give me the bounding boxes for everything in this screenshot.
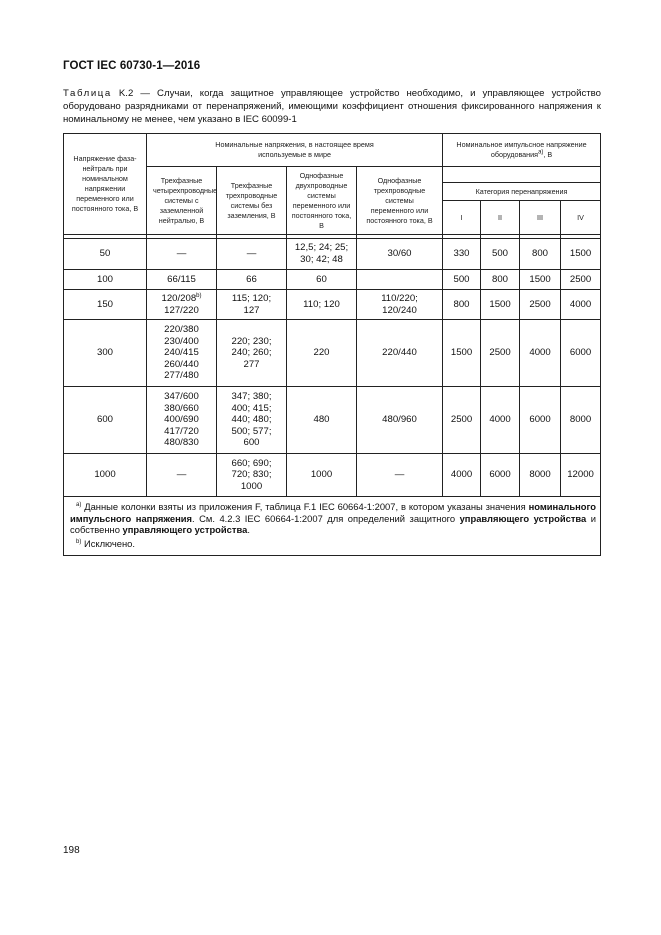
cell-cat-4: 1500 xyxy=(561,239,601,270)
header-category-3: III xyxy=(520,201,561,235)
cell-cat-2: 4000 xyxy=(481,387,520,454)
cell-cat-1: 800 xyxy=(443,290,481,320)
footnote-a-mark: a) xyxy=(76,501,82,508)
cell-three-phase-three-wire: 220; 230; 240; 260; 277 xyxy=(217,320,287,387)
cell-three-phase-four-wire: 220/380 230/400 240/415 260/440 277/480 xyxy=(147,320,217,387)
cell-voltage: 50 xyxy=(64,239,147,270)
footnote-b-text: Исключено. xyxy=(83,537,135,549)
table-row xyxy=(64,239,601,270)
table-row xyxy=(64,290,601,320)
cell-value-line2: 127/220 xyxy=(164,304,199,316)
caption-label: Таблица xyxy=(63,88,112,99)
header-category-1: I xyxy=(443,201,481,235)
cell-single-phase-three-wire: 220/440 xyxy=(357,320,443,387)
footnote-a-part2: . См. 4.2.3 IEC 60664-1:2007 для определений защитного xyxy=(192,512,456,524)
header-three-phase-four-wire: Трехфазные четырехпроводные системы с заземленной нейтралью, В xyxy=(147,167,217,235)
cell-single-phase-three-wire: 480/960 xyxy=(357,387,443,454)
cell-single-phase-three-wire: 110/220; 120/240 xyxy=(357,290,443,320)
cell-three-phase-four-wire: — xyxy=(147,239,217,270)
cell-cat-3: 2500 xyxy=(520,290,561,320)
cell-value-line1: 120/208 xyxy=(161,292,197,304)
header-impulse-spacer xyxy=(443,167,601,183)
impulse-footnote-mark: a) xyxy=(538,149,544,156)
cell-cat-4: 8000 xyxy=(561,387,601,454)
caption-text: — Случаи, когда защитное управляющее устройство необходимо, и управляющее устройство оборудовано разрядниками от перенапряжений, имеющими коэффициент отношения фиксированного напряжения к номинальному не менее, чем указано в IEC 60099-1 xyxy=(63,88,601,125)
cell-three-phase-four-wire xyxy=(147,290,217,320)
cell-cat-2: 6000 xyxy=(481,454,520,497)
cell-single-phase-two-wire: 1000 xyxy=(287,454,357,497)
cell-cat-3: 800 xyxy=(520,239,561,270)
table-row xyxy=(64,454,601,497)
header-single-phase-two-wire: Однофазные двухпроводные системы переменного или постоянного тока, В xyxy=(287,167,357,235)
cell-cat-3: 1500 xyxy=(520,270,561,290)
cell-cat-3: 4000 xyxy=(520,320,561,387)
cell-three-phase-four-wire: 347/600 380/660 400/690 417/720 480/830 xyxy=(147,387,217,454)
cell-single-phase-three-wire xyxy=(357,270,443,290)
footnote-a-part3: и собственно xyxy=(70,512,597,536)
cell-three-phase-three-wire: — xyxy=(217,239,287,270)
cell-cat-2: 2500 xyxy=(481,320,520,387)
cell-single-phase-two-wire: 220 xyxy=(287,320,357,387)
impulse-unit: , В xyxy=(543,150,553,159)
footnote-a-bold3: управляющего устройства xyxy=(122,524,248,536)
header-nominal-voltages: Номинальные напряжения, в настоящее время используемые в мире xyxy=(147,134,443,167)
cell-cat-2: 500 xyxy=(481,239,520,270)
table-row xyxy=(64,320,601,387)
cell-three-phase-four-wire: 66/115 xyxy=(147,270,217,290)
header-single-phase-three-wire: Однофазные трехпроводные системы переменного или постоянного тока, В xyxy=(357,167,443,235)
cell-three-phase-three-wire: 115; 120; 127 xyxy=(217,290,287,320)
cell-single-phase-three-wire: 30/60 xyxy=(357,239,443,270)
footnote-b-mark: b) xyxy=(76,538,82,545)
footnote-b-mark: b) xyxy=(196,292,202,299)
table-row xyxy=(64,387,601,454)
cell-cat-4: 12000 xyxy=(561,454,601,497)
cell-cat-2: 800 xyxy=(481,270,520,290)
cell-cat-1: 500 xyxy=(443,270,481,290)
document-header: ГОСТ IEC 60730-1—2016 xyxy=(63,60,201,72)
cell-single-phase-two-wire: 110; 120 xyxy=(287,290,357,320)
header-overvoltage-category: Категория перенапряжения xyxy=(443,183,601,201)
cell-cat-4: 6000 xyxy=(561,320,601,387)
cell-voltage: 300 xyxy=(64,320,147,387)
page-number: 198 xyxy=(63,845,80,856)
cell-cat-3: 6000 xyxy=(520,387,561,454)
cell-three-phase-three-wire: 347; 380; 400; 415; 440; 480; 500; 577; 600 xyxy=(217,387,287,454)
header-three-phase-three-wire: Трехфазные трехпроводные системы без заземления, В xyxy=(217,167,287,235)
cell-single-phase-two-wire: 60 xyxy=(287,270,357,290)
cell-voltage: 600 xyxy=(64,387,147,454)
cell-voltage: 100 xyxy=(64,270,147,290)
table-caption xyxy=(63,87,601,126)
cell-cat-2: 1500 xyxy=(481,290,520,320)
cell-three-phase-three-wire: 660; 690; 720; 830; 1000 xyxy=(217,454,287,497)
cell-single-phase-three-wire: — xyxy=(357,454,443,497)
cell-cat-3: 8000 xyxy=(520,454,561,497)
footnote-a-part1: Данные колонки взяты из приложения F, таблица F.1 IEC 60664-1:2007, в котором указаны значения xyxy=(84,501,526,512)
header-impulse-voltage xyxy=(443,134,601,167)
cell-voltage: 150 xyxy=(64,290,147,320)
footnote-a-end: . xyxy=(247,524,250,536)
cell-single-phase-two-wire: 12,5; 24; 25; 30; 42; 48 xyxy=(287,239,357,270)
footnote-b xyxy=(70,538,596,550)
cell-voltage: 1000 xyxy=(64,454,147,497)
footnote-a-bold2: управляющего устройства xyxy=(459,512,587,524)
cell-cat-4: 2500 xyxy=(561,270,601,290)
cell-three-phase-three-wire: 66 xyxy=(217,270,287,290)
table-row xyxy=(64,270,601,290)
header-category-4: IV xyxy=(561,201,601,235)
cell-cat-1: 4000 xyxy=(443,454,481,497)
cell-single-phase-two-wire: 480 xyxy=(287,387,357,454)
header-phase-neutral-voltage: Напряжение фаза-нейтраль при номинальном напряжении переменного или постоянного тока, В xyxy=(64,134,147,235)
footnote-a xyxy=(70,501,596,536)
cell-cat-1: 2500 xyxy=(443,387,481,454)
footnotes xyxy=(64,497,601,556)
caption-number: K.2 xyxy=(118,88,134,99)
voltage-table xyxy=(63,133,601,556)
footnotes-row xyxy=(64,497,601,556)
cell-cat-1: 1500 xyxy=(443,320,481,387)
cell-cat-4: 4000 xyxy=(561,290,601,320)
cell-three-phase-four-wire: — xyxy=(147,454,217,497)
cell-cat-1: 330 xyxy=(443,239,481,270)
footnote-a-bold1: номинального импульсного напряжения xyxy=(70,501,597,524)
header-category-2: II xyxy=(481,201,520,235)
impulse-label: Номинальное импульсное напряжение оборудования xyxy=(456,140,587,159)
